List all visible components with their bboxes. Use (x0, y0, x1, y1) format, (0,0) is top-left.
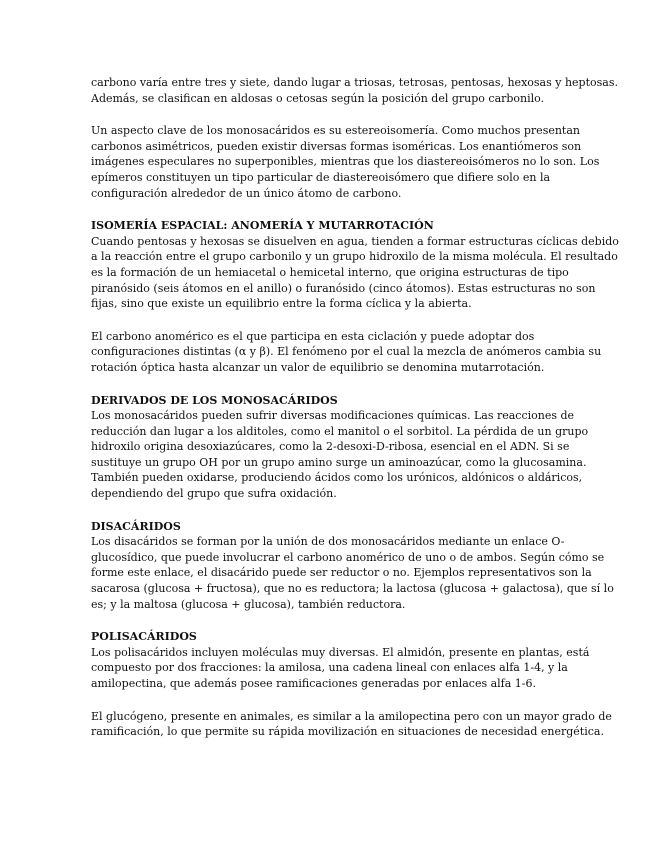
paragraph-spacer (91, 312, 561, 329)
text-line: es la formación de un hemiacetal o hemicetal interno, que origina estructuras de tipo (91, 265, 569, 279)
text-line: El glucógeno, presente en animales, es similar a la amilopectina pero con un mayor grado de (91, 709, 612, 723)
text-line: rotación óptica hasta alcanzar un valor de equilibrio se denomina mutarrotación. (91, 360, 545, 374)
body-paragraph (91, 645, 590, 692)
paragraph-spacer (91, 692, 561, 709)
text-line: es; y la maltosa (glucosa + glucosa), también reductora. (91, 597, 406, 611)
paragraph-spacer (91, 612, 561, 629)
section-heading: ISOMERÍA ESPACIAL: ANOMERÍA Y MUTARROTACIÓN (91, 219, 434, 233)
text-line: configuración alrededor de un único átomo de carbono. (91, 186, 402, 200)
paragraph-spacer (91, 376, 561, 393)
text-line: sustituye un grupo OH por un grupo amino surge un aminoazúcar, como la glucosamina. (91, 455, 587, 469)
body-paragraph (91, 534, 614, 612)
body-paragraph (91, 709, 612, 740)
body-paragraph (91, 329, 602, 376)
text-line: carbono varía entre tres y siete, dando lugar a triosas, tetrosas, pentosas, hexosas y heptosas. (91, 76, 618, 89)
text-line: El carbono anomérico es el que participa en esta ciclación y puede adoptar dos (91, 329, 535, 343)
text-line: imágenes especulares no superponibles, mientras que los diastereoisómeros no lo son. Los (91, 155, 600, 169)
text-line: amilopectina, que además posee ramificaciones generadas por enlaces alfa 1-6. (91, 677, 537, 690)
text-line: a la reacción entre el grupo carbonilo y un grupo hidroxilo de la misma molécula. El resultado (91, 250, 618, 264)
text-line: carbonos asimétricos, pueden existir diversas formas isoméricas. Los enantiómeros son (91, 139, 582, 153)
text-line: Cuando pentosas y hexosas se disuelven en agua, tienden a formar estructuras cíclicas debido (91, 234, 619, 248)
text-line: reducción dan lugar a los alditoles, como el manitol o el sorbitol. La pérdida de un grupo (91, 424, 589, 438)
paragraph-spacer (91, 201, 561, 218)
text-line: ramificación, lo que permite su rápida movilización en situaciones de necesidad energética. (91, 725, 604, 739)
text-line: piranósido (seis átomos en el anillo) o furanósido (cinco átomos). Estas estructuras no son (91, 281, 596, 295)
text-line: También pueden oxidarse, produciendo ácidos como los urónicos, aldónicos o aldáricos, (91, 471, 583, 485)
text-line: dependiendo del grupo que sufra oxidación. (91, 487, 337, 501)
text-line: Los disacáridos se forman por la unión de dos monosacáridos mediante un enlace O- (91, 535, 565, 549)
section-heading: POLISACÁRIDOS (91, 630, 197, 644)
section-heading: DERIVADOS DE LOS MONOSACÁRIDOS (91, 393, 338, 407)
text-line: fijas, sino que existe un equilibrio entre la forma cíclica y la abierta. (91, 297, 472, 311)
text-line: Un aspecto clave de los monosacáridos es su estereoisomería. Como muchos presentan (91, 124, 580, 138)
text-line: Los polisacáridos incluyen moléculas muy diversas. El almidón, presente en plantas, está (91, 645, 590, 659)
text-line: configuraciones distintas (α y β). El fenómeno por el cual la mezcla de anómeros cambia su (91, 345, 602, 359)
text-line: hidroxilo origina desoxiazúcares, como la 2-desoxi-D-ribosa, esencial en el ADN. Si se (91, 440, 570, 454)
text-line: Además, se clasifican en aldosas o cetosas según la posición del grupo carbonilo. (91, 91, 545, 105)
body-paragraph (91, 234, 619, 312)
section-heading: DISACÁRIDOS (91, 519, 181, 533)
text-line: compuesto por dos fracciones: la amilosa, una cadena lineal con enlaces alfa 1-4, y la (91, 661, 568, 675)
text-line: sacarosa (glucosa + fructosa), que no es reductora; la lactosa (glucosa + galactosa), que sí lo (91, 582, 614, 596)
body-paragraph (91, 123, 600, 201)
text-line: glucosídico, que puede involucrar el carbono anomérico de uno o de ambos. Según cómo se (91, 550, 605, 564)
text-line: forme este enlace, el disacárido puede ser reductor o no. Ejemplos representativos son la (91, 566, 592, 580)
paragraph-spacer (91, 502, 561, 519)
body-paragraph (91, 75, 618, 106)
paragraph-spacer (91, 106, 561, 123)
document-page (91, 75, 619, 740)
text-line: Los monosacáridos pueden sufrir diversas modificaciones químicas. Las reacciones de (91, 409, 575, 423)
text-line: epímeros constituyen un tipo particular de diastereoisómero que difiere solo en la (91, 170, 551, 184)
body-paragraph (91, 408, 589, 502)
